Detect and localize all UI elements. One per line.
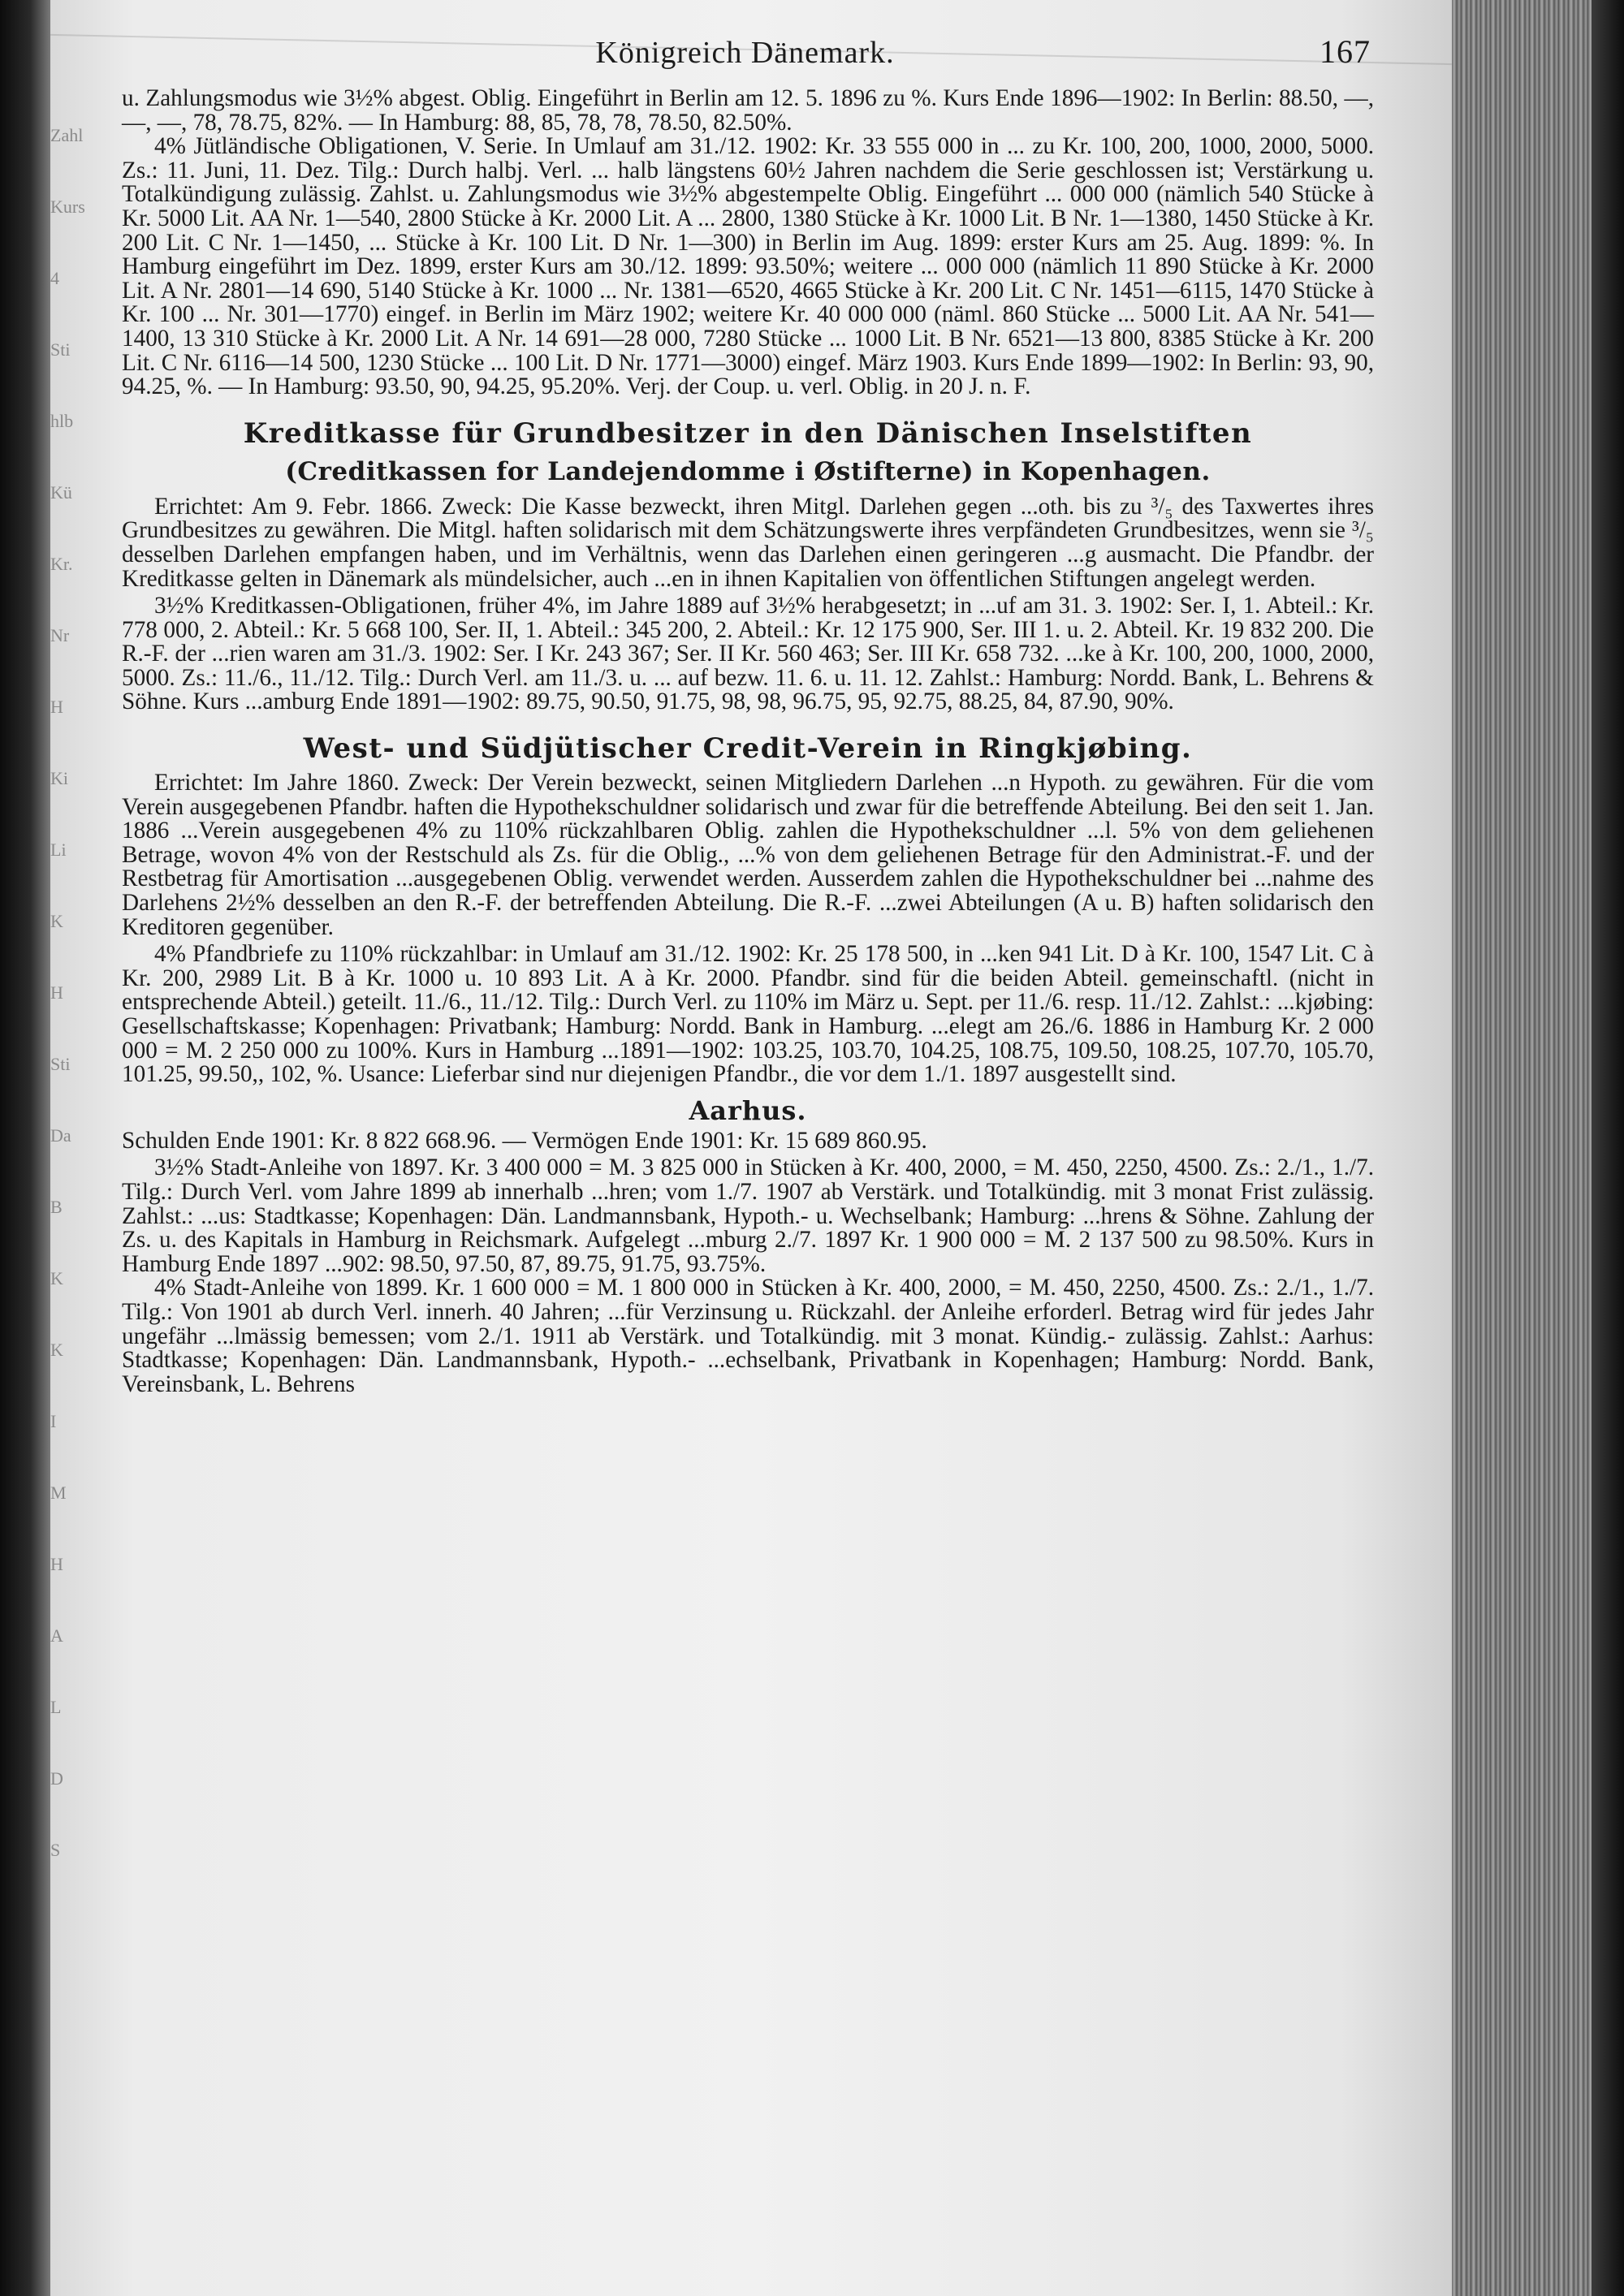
margin-fragment: K [50, 1268, 63, 1288]
book-page-edges [1452, 0, 1624, 2296]
paragraph: 4% Stadt-Anleihe von 1899. Kr. 1 600 000 = M. 1 800 000 in Stücken à Kr. 400, 2000, = M. 450, 2250, 4500. Zs.: 2./1., 1./7. Tilg.: Von 1901 ab durch Verl. innerh. 40 Jahren; ...für Verzinsung u. Rückzahl. der Anleihe erforderl. Betrag wird für jedes Jahr ungefähr ...lmässig bemessen; vom 2./1. 1911 ab Verstärk. und Totalkündig. mit 3 monat. Kündig.- zulässig. Zahlst.: Aarhus: Stadtkasse; Kopenhagen: Dän. Landmannsbank, Hypoth.- ...echselbank, Privatbank in Kopenhagen; Hamburg: Nordd. Bank, Vereinsbank, L. Behrens [122, 1275, 1374, 1397]
margin-fragment: D [50, 1768, 63, 1789]
paragraph: Errichtet: Am 9. Febr. 1866. Zweck: Die Kasse bezweckt, ihren Mitgl. Darlehen gegen ...oth. bis zu ³/₅ des Taxwertes ihres Grundbesitzes zu gewähren. Die Mitgl. haften solidarisch mit dem Schätzungswerte ihres verpfändeten Grundbesitzes, wenn sie ³/₅ desselben Darlehen empfangen haben, und im Verhältnis, wenn das Darlehen einen geringeren ...g ausmacht. Die Pfandbr. der Kreditkasse gelten in Dänemark als mündelsicher, auch ...en in ihnen Kapitalien von öffentlichen Stiftungen angelegt werden. [122, 493, 1374, 592]
paragraph: u. Zahlungsmodus wie 3½% abgest. Oblig. Eingeführt in Berlin am 12. 5. 1896 zu %. Kurs Ende 1896—1902: In Berlin: 88.50, —, —, —, 78, 78.75, 82%. — In Hamburg: 88, 85, 78, 78, 78.50, 82.50%. [122, 85, 1374, 136]
paragraph: 3½% Stadt-Anleihe von 1897. Kr. 3 400 000 = M. 3 825 000 in Stücken à Kr. 400, 2000, = M. 450, 2250, 4500. Zs.: 2./1., 1./7. Tilg.: Durch Verl. vom Jahre 1899 ab innerhalb ...hren; vom 1./7. 1907 ab Verstärk. und Totalkündig. mit 3 monat Frist zulässig. Zahlst.: ...us: Stadtkasse; Kopenhagen: Dän. Landmannsbank, Hypoth.- u. Wechselbank; Hamburg: ...hrens & Söhne. Zahlung der Zs. u. des Kapitals in Hamburg in Reichsmark. Aufgelegt ...mburg 2./7. 1897 Kr. 1 900 000 = M. 2 137 500 zu 98.50%. Kurs in Hamburg Ende 1897 ...902: 98.50, 97.50, 87, 89.75, 91.75, 93.75%. [122, 1154, 1374, 1277]
margin-fragment: Sti [50, 1054, 71, 1074]
margin-fragment: K [50, 911, 63, 931]
margin-fragment: Kr. [50, 554, 73, 574]
margin-fragment: Ki [50, 768, 68, 788]
page-content [122, 32, 1374, 1396]
margin-fragment: Li [50, 839, 67, 860]
section-subheading: (Creditkassen for Landejendomme i Østifterne) in Kopenhagen. [285, 456, 1211, 486]
page-number: 167 [1320, 33, 1371, 70]
margin-fragment: H [50, 697, 63, 717]
margin-fragment: Sti [50, 339, 71, 360]
section-credit-verein [122, 732, 1374, 1087]
running-header [122, 32, 1374, 71]
margin-fragment: 4 [50, 268, 59, 288]
margin-fragment: Kurs [50, 196, 85, 217]
margin-fragment: Zahl [50, 125, 84, 145]
city-heading: Aarhus. [689, 1094, 807, 1126]
section-heading: West- und Südjütischer Credit-Verein in Ringkjøbing. [303, 732, 1193, 766]
paragraph: 3½% Kreditkassen-Obligationen, früher 4%, im Jahre 1889 auf 3½% herabgesetzt; in ...uf am 31. 3. 1902: Ser. I, 1. Abteil.: Kr. 778 000, 2. Abteil.: Kr. 5 668 100, Ser. II, 1. Abteil.: 345 200, 2. Abteil.: Kr. 12 175 900, Ser. III 1. u. 2. Abteil. Kr. 19 832 200. Die R.-F. der ...rien waren am 31./3. 1902: Ser. I Kr. 243 367; Ser. II Kr. 560 463; Ser. III Kr. 658 732. ...ke à Kr. 100, 200, 1000, 2000, 5000. Zs.: 11./6., 11./12. Tilg.: Durch Verl. am 11./3. u. ... auf bezw. 11. 6. u. 11. 12. Zahlst.: Hamburg: Nordd. Bank, L. Behrens & Söhne. Kurs ...amburg Ende 1891—1902: 89.75, 90.50, 91.75, 98, 98, 96.75, 95, 92.75, 88.25, 84, 87.90, 90%. [122, 593, 1374, 715]
margin-fragment: A [50, 1625, 63, 1646]
paragraph: 4% Jütländische Obligationen, V. Serie. In Umlauf am 31./12. 1902: Kr. 33 555 000 in ... zu Kr. 100, 200, 1000, 2000, 5000. Zs.: 11. Juni, 11. Dez. Tilg.: Durch halbj. Verl. ... halb längstens 60½ Jahren nachdem die Serie geschlossen ist; Verstärkung u. Totalkündigung zulässig. Zahlst. u. Zahlungsmodus wie 3½% abgestempelte Oblig. Eingeführt ... 000 000 (nämlich 540 Stücke à Kr. 5000 Lit. AA Nr. 1—540, 2800 Stücke à Kr. 2000 Lit. A ... 2800, 1380 Stücke à Kr. 1000 Lit. B Nr. 1—1380, 1450 Stücke à Kr. 200 Lit. C Nr. 1—1450, ... Stücke à Kr. 100 Lit. D Nr. 1—300) in Berlin im Aug. 1899: erster Kurs am 25. Aug. 1899: %. In Hamburg eingeführt im Dez. 1899, erster Kurs am 30./12. 1899: 93.50%; weitere ... 000 000 (nämlich 11 890 Stücke à Kr. 2000 Lit. A Nr. 2801—14 690, 5140 Stücke à Kr. 1000 ... Nr. 1381—6520, 4665 Stücke à Kr. 200 Lit. C Nr. 1451—6115, 1470 Stücke à Kr. 100 ... Nr. 301—1770) eingef. in Berlin im März 1902; weitere Kr. 40 000 000 (näml. 860 Stücke ... 5000 Lit. AA Nr. 541—1400, 13 310 Stücke à Kr. 2000 Lit. A Nr. 14 691—28 000, 7280 Stücke ... 1000 Lit. B Nr. 6521—13 800, 8385 Stücke à Kr. 200 Lit. C Nr. 6116—14 500, 1230 Stücke ... 100 Lit. D Nr. 1771—3000) eingef. März 1903. Kurs Ende 1899—1902: In Berlin: 93, 90, 94.25, %. — In Hamburg: 93.50, 90, 94.25, 95.20%. Verj. der Coup. u. verl. Oblig. in 20 J. n. F. [122, 133, 1374, 400]
book-gutter-shadow [0, 0, 50, 2296]
margin-fragment: I [50, 1411, 57, 1431]
section-kreditkasse [122, 417, 1374, 714]
section-heading: Kreditkasse für Grundbesitzer in den Dänischen Inselstiften [243, 416, 1253, 450]
margin-fragment: Kü [50, 482, 72, 503]
margin-fragment: L [50, 1697, 62, 1717]
margin-fragment: Da [50, 1125, 71, 1146]
book-page [50, 0, 1452, 2296]
section-juetlaendische-obligationen [122, 87, 1374, 399]
margin-fragment: S [50, 1840, 61, 1860]
paragraph: Errichtet: Im Jahre 1860. Zweck: Der Verein bezweckt, seinen Mitgliedern Darlehen ...n Hypoth. zu gewähren. Für die vom Verein ausgegebenen Pfandbr. haften die Hypothekschuldner solidarisch und zwar für die betreffende Abteilung. Bei den seit 1. Jan. 1886 ...Verein ausgegebenen 4% zu 110% rückzahlbaren Oblig. zahlen die Hypothekschuldner ...l. 5% von dem geliehenen Betrage, wovon 4% von der Restschuld als Zs. für die Oblig., ...% von dem geliehenen Betrage für den Administrat.-F. und der Restbetrag für Amortisation ...ausgegebenen Oblig. verwendet werden. Ausserdem zahlen die Hypothekschuldner bei ...nahme des Darlehens 2½% desselben an den R.-F. der betreffenden Abteilung. Die R.-F. ...zwei Abteilungen (A u. B) haften solidarisch den Kreditoren gegenüber. [122, 770, 1374, 940]
margin-fragment: H [50, 1554, 63, 1574]
margin-fragment: H [50, 982, 63, 1003]
margin-fragment: B [50, 1197, 63, 1217]
margin-fragment: M [50, 1482, 67, 1503]
margin-fragment: hlb [50, 411, 74, 431]
bleed-through-margin [50, 122, 123, 2070]
running-title: Königreich Dänemark. [595, 36, 895, 70]
paragraph: 4% Pfandbriefe zu 110% rückzahlbar: in Umlauf am 31./12. 1902: Kr. 25 178 500, in ...ken 941 Lit. D à Kr. 100, 1547 Lit. C à Kr. 200, 2989 Lit. B à Kr. 1000 u. 10 893 Lit. A à Kr. 2000. Pfandbr. sind für die beiden Abteil. gemeinschaftl. (nicht in entsprechende Abteil.) geteilt. 11./6., 11./12. Tilg.: Durch Verl. zu 110% im März u. Sept. per 11./6. resp. 11./12. Zahlst.: ...kjøbing: Gesellschaftskasse; Kopenhagen: Privatbank; Hamburg: Nordd. Bank in Hamburg. ...elegt am 26./6. 1886 in Hamburg Kr. 2 000 000 = M. 2 250 000 zu 100%. Kurs in Hamburg ...1891—1902: 103.25, 103.70, 104.25, 108.75, 109.50, 108.25, 107.70, 105.70, 101.25, 99.50,, 102, %. Usance: Lieferbar sind nur diejenigen Pfandbr., die vor dem 1./1. 1897 ausgestellt sind. [122, 941, 1374, 1088]
section-aarhus [122, 1095, 1374, 1397]
margin-fragment: K [50, 1340, 63, 1360]
margin-fragment: Nr [50, 625, 70, 645]
paragraph: Schulden Ende 1901: Kr. 8 822 668.96. — Vermögen Ende 1901: Kr. 15 689 860.95. [122, 1127, 927, 1154]
